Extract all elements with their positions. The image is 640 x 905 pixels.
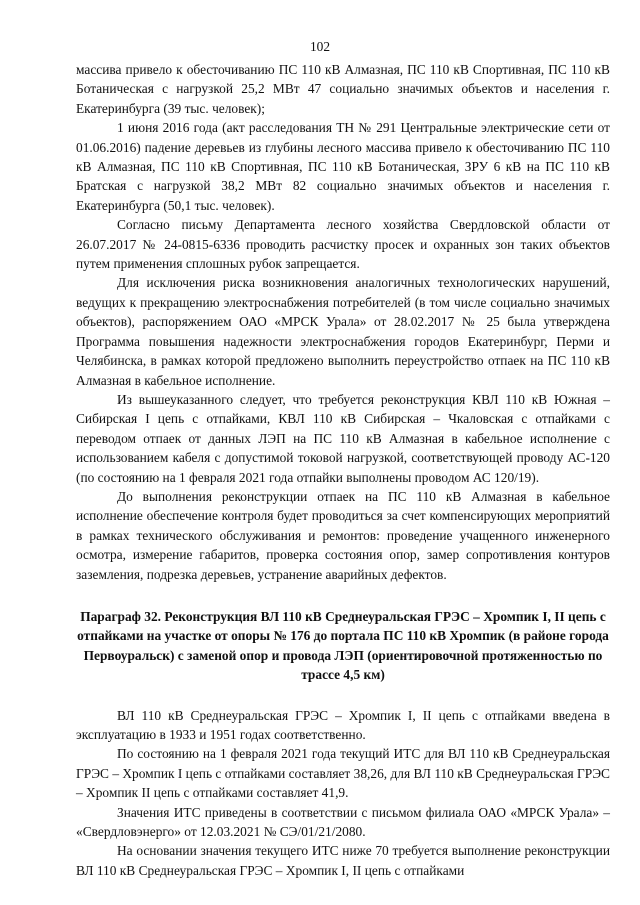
paragraph: До выполнения реконструкции отпаек на ПС 110 кВ Алмазная в кабельное исполнение обеспечение контроля будет проводиться за счет компенсирующих мероприятий в рамках технического обслуживания и ремонтов: проведение учащенного инженерного осмотра, измерение габаритов, проверка состояния опор, замер сопротивления контуров заземления, подрезка деревьев, устранение аварийных дефектов.: [76, 488, 610, 582]
paragraph: Значения ИТС приведены в соответствии с письмом филиала ОАО «МРСК Урала» – «Свердловэнерго» от 12.03.2021 № СЭ/01/21/2080.: [76, 804, 610, 840]
page-number: 102: [309, 39, 331, 54]
page-content: [76, 60, 610, 880]
paragraph: Для исключения риска возникновения аналогичных технологических нарушений, ведущих к прекращению электроснабжения потребителей (в том числе социально значимых объектов), распоряжением ОАО «МРСК Урала» от 28.02.2017 № 25 была утверждена Программа повышения надежности электроснабжения городов Екатеринбург, Перми и Челябинска, в рамках которой предложено выполнить переустройство отпаек на ПС 110 кВ Алмазная в кабельное исполнение.: [76, 275, 610, 388]
paragraph: Согласно письму Департамента лесного хозяйства Свердловской области от 26.07.2017 № 24-0815-6336 проводить расчистку просек и охранных зон таких объектов путем применения сплошных рубок запрещается.: [76, 217, 610, 272]
section-heading: Параграф 32. Реконструкция ВЛ 110 кВ Среднеуральская ГРЭС – Хромпик I, II цепь с отпайками на участке от опоры № 176 до портала ПС 110 кВ Хромпик (в районе города Первоуральск) с заменой опор и провода ЛЭП (ориентировочной протяженностью по трассе 4,5 км): [77, 608, 609, 683]
paragraph: По состоянию на 1 февраля 2021 года текущий ИТС для ВЛ 110 кВ Среднеуральская ГРЭС – Хромпик I цепь с отпайками составляет 38,26, для ВЛ 110 кВ Среднеуральская ГРЭС – Хромпик II цепь с отпайками составляет 41,9.: [76, 746, 610, 801]
paragraph: Из вышеуказанного следует, что требуется реконструкция КВЛ 110 кВ Южная – Сибирская I цепь с отпайками, КВЛ 110 кВ Сибирская – Чкаловская с отпайками с переводом отпаек от данных ЛЭП на ПС 110 кВ Алмазная в кабельное исполнение с использованием кабеля с допустимой токовой нагрузкой, соответствующей проводу АС-120 (по состоянию на 1 февраля 2021 года отпайки выполнены проводом АС 120/19).: [76, 391, 610, 485]
paragraph: На основании значения текущего ИТС ниже 70 требуется выполнение реконструкции ВЛ 110 кВ Среднеуральская ГРЭС – Хромпик I, II цепь с отпайками: [76, 843, 610, 878]
paragraph: массива привело к обесточиванию ПС 110 кВ Алмазная, ПС 110 кВ Спортивная, ПС 110 кВ Ботаническая с нагрузкой 25,2 МВт 47 социально значимых объектов и населения г. Екатеринбурга (39 тыс. человек);: [76, 62, 610, 116]
paragraph: 1 июня 2016 года (акт расследования ТН № 291 Центральные электрические сети от 01.06.2016) падение деревьев из глубины лесного массива привело к обесточиванию ПС 110 кВ Алмазная, ПС 110 кВ Спортивная, ПС 110 кВ Ботаническая, ЗРУ 6 кВ на ПС 110 кВ Братская с нагрузкой 38,2 МВт 82 социально значимых объектов и населения г. Екатеринбурга (50,1 тыс. человек).: [76, 120, 610, 213]
paragraph: ВЛ 110 кВ Среднеуральская ГРЭС – Хромпик I, II цепь с отпайками введена в эксплуатацию в 1933 и 1951 годах соответственно.: [76, 707, 610, 742]
